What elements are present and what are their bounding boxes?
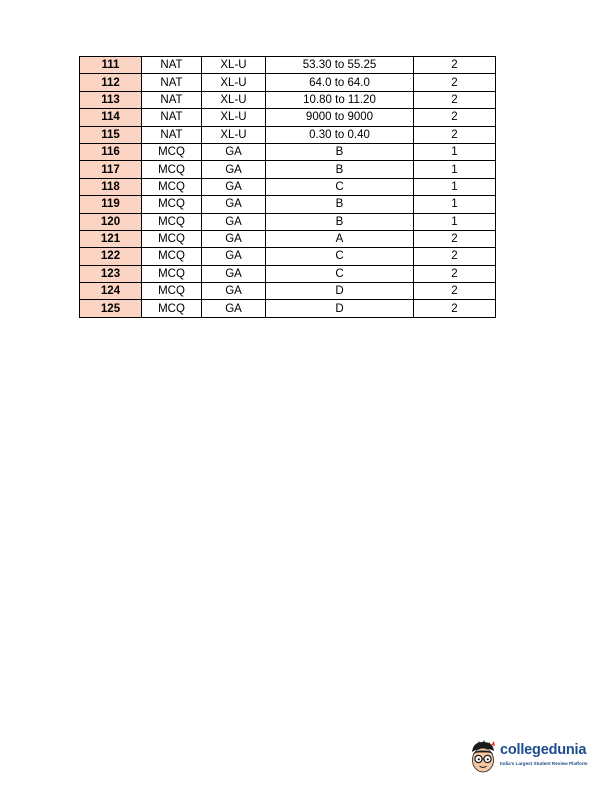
marks-cell: 2 xyxy=(414,248,496,265)
marks-cell: 1 xyxy=(414,178,496,195)
answer-key-cell: 0.30 to 0.40 xyxy=(266,126,414,143)
table-row xyxy=(80,74,496,91)
table-row xyxy=(80,196,496,213)
question-type-cell: MCQ xyxy=(142,213,202,230)
question-number-cell: 112 xyxy=(80,74,142,91)
question-type-cell: MCQ xyxy=(142,265,202,282)
table-row xyxy=(80,91,496,108)
question-type-cell: MCQ xyxy=(142,300,202,317)
question-type-cell: NAT xyxy=(142,57,202,74)
question-type-cell: MCQ xyxy=(142,161,202,178)
marks-cell: 2 xyxy=(414,57,496,74)
table-row xyxy=(80,161,496,178)
table-row xyxy=(80,265,496,282)
question-number-cell: 118 xyxy=(80,178,142,195)
question-type-cell: NAT xyxy=(142,126,202,143)
question-number-cell: 120 xyxy=(80,213,142,230)
table-row xyxy=(80,143,496,160)
table-row xyxy=(80,230,496,247)
table-row xyxy=(80,213,496,230)
answer-key-cell: 53.30 to 55.25 xyxy=(266,57,414,74)
answer-key-cell: B xyxy=(266,161,414,178)
question-number-cell: 117 xyxy=(80,161,142,178)
table-row xyxy=(80,126,496,143)
section-cell: GA xyxy=(202,196,266,213)
answer-key-cell: 64.0 to 64.0 xyxy=(266,74,414,91)
answer-key-cell: B xyxy=(266,143,414,160)
question-type-cell: MCQ xyxy=(142,230,202,247)
marks-cell: 2 xyxy=(414,91,496,108)
section-cell: GA xyxy=(202,300,266,317)
marks-cell: 1 xyxy=(414,213,496,230)
question-number-cell: 111 xyxy=(80,57,142,74)
section-cell: XL-U xyxy=(202,91,266,108)
question-type-cell: NAT xyxy=(142,91,202,108)
question-number-cell: 122 xyxy=(80,248,142,265)
section-cell: XL-U xyxy=(202,109,266,126)
question-number-cell: 114 xyxy=(80,109,142,126)
logo-tagline: India's Largest Student Review Platform xyxy=(500,761,588,766)
answer-key-cell: 10.80 to 11.20 xyxy=(266,91,414,108)
section-cell: GA xyxy=(202,143,266,160)
marks-cell: 2 xyxy=(414,74,496,91)
question-number-cell: 121 xyxy=(80,230,142,247)
marks-cell: 1 xyxy=(414,143,496,160)
question-type-cell: MCQ xyxy=(142,248,202,265)
table-row xyxy=(80,109,496,126)
section-cell: GA xyxy=(202,265,266,282)
question-type-cell: NAT xyxy=(142,74,202,91)
section-cell: GA xyxy=(202,230,266,247)
answer-key-cell: D xyxy=(266,283,414,300)
section-cell: GA xyxy=(202,248,266,265)
section-cell: XL-U xyxy=(202,74,266,91)
question-type-cell: MCQ xyxy=(142,283,202,300)
question-number-cell: 119 xyxy=(80,196,142,213)
section-cell: GA xyxy=(202,213,266,230)
question-type-cell: NAT xyxy=(142,109,202,126)
question-number-cell: 124 xyxy=(80,283,142,300)
section-cell: XL-U xyxy=(202,126,266,143)
question-number-cell: 115 xyxy=(80,126,142,143)
answer-key-cell: C xyxy=(266,265,414,282)
section-cell: GA xyxy=(202,178,266,195)
question-number-cell: 123 xyxy=(80,265,142,282)
table-row xyxy=(80,283,496,300)
marks-cell: 2 xyxy=(414,126,496,143)
table-row xyxy=(80,248,496,265)
table-row xyxy=(80,57,496,74)
question-number-cell: 113 xyxy=(80,91,142,108)
question-type-cell: MCQ xyxy=(142,196,202,213)
marks-cell: 1 xyxy=(414,161,496,178)
answer-key-rows xyxy=(80,57,496,318)
marks-cell: 2 xyxy=(414,283,496,300)
answer-key-cell: B xyxy=(266,213,414,230)
section-cell: GA xyxy=(202,283,266,300)
question-number-cell: 116 xyxy=(80,143,142,160)
marks-cell: 2 xyxy=(414,230,496,247)
table-row xyxy=(80,178,496,195)
answer-key-cell: D xyxy=(266,300,414,317)
answer-key-cell: A xyxy=(266,230,414,247)
section-cell: GA xyxy=(202,161,266,178)
answer-key-cell: 9000 to 9000 xyxy=(266,109,414,126)
answer-key-table xyxy=(79,56,496,318)
mascot-face-icon xyxy=(467,738,499,778)
marks-cell: 1 xyxy=(414,196,496,213)
question-type-cell: MCQ xyxy=(142,178,202,195)
collegedunia-logo xyxy=(467,738,597,778)
section-cell: XL-U xyxy=(202,57,266,74)
marks-cell: 2 xyxy=(414,265,496,282)
answer-key-cell: C xyxy=(266,248,414,265)
marks-cell: 2 xyxy=(414,109,496,126)
marks-cell: 2 xyxy=(414,300,496,317)
logo-wordmark: collegedunia xyxy=(500,742,587,758)
question-number-cell: 125 xyxy=(80,300,142,317)
answer-key-cell: C xyxy=(266,178,414,195)
answer-key-cell: B xyxy=(266,196,414,213)
question-type-cell: MCQ xyxy=(142,143,202,160)
table-row xyxy=(80,300,496,317)
